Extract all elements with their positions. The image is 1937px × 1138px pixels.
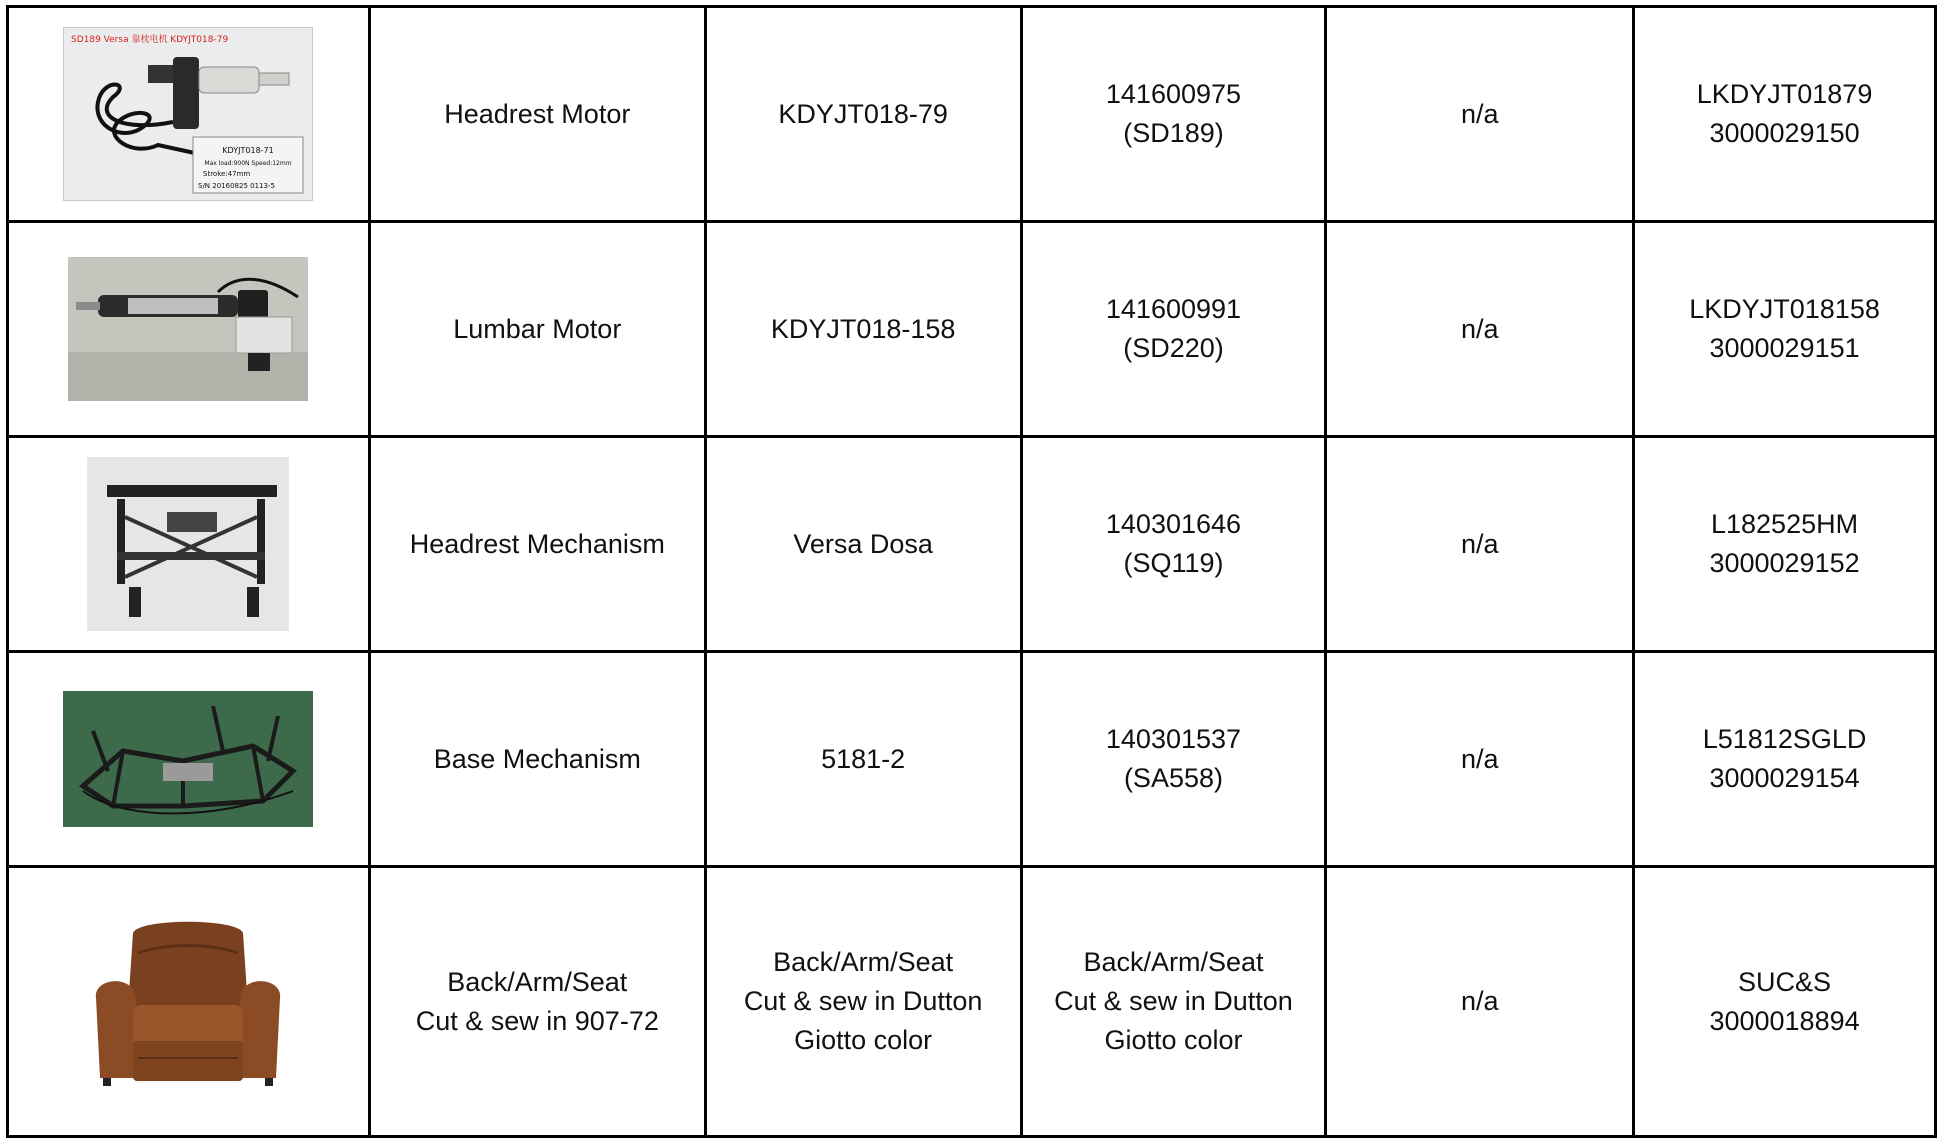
ref-cell (1634, 652, 1936, 867)
status-value: n/a (1460, 743, 1499, 774)
code-line: Giotto color (1104, 1025, 1243, 1055)
model-line: Cut & sew in Dutton (743, 986, 983, 1016)
part-cell (369, 652, 705, 867)
ref-cell (1634, 222, 1936, 437)
leather-recliner-photo-icon (88, 913, 288, 1091)
status-cell (1326, 222, 1634, 437)
model-cell (705, 437, 1021, 652)
ref-number: 3000029150 (1709, 118, 1860, 148)
code-suffix: (SA558) (1123, 763, 1223, 793)
ref-code: LKDYJT018158 (1689, 294, 1880, 324)
status-value: n/a (1460, 98, 1499, 129)
table-row (8, 222, 1936, 437)
part-name: Headrest Motor (444, 98, 631, 129)
code-cell (1021, 7, 1326, 222)
base-mechanism-photo-icon (63, 691, 313, 827)
ref-cell (1634, 437, 1936, 652)
headrest-mechanism-photo-icon (87, 457, 289, 631)
label-sn: S/N 20160825 0113-5 (198, 182, 276, 190)
part-name: Lumbar Motor (453, 313, 622, 344)
code-number: 141600975 (1105, 79, 1242, 109)
model-line: Back/Arm/Seat (773, 947, 954, 977)
part-cell (369, 867, 705, 1137)
label-model: KDYJT018-71 (222, 146, 275, 155)
image-caption: SD189 Versa 靠枕电机 KDYJT018-79 (71, 35, 229, 45)
ref-code: LKDYJT01879 (1696, 79, 1873, 109)
model-cell (705, 652, 1021, 867)
status-cell (1326, 437, 1634, 652)
code-cell (1021, 437, 1326, 652)
table-row (8, 437, 1936, 652)
model-cell (705, 7, 1021, 222)
model-number: Versa Dosa (793, 528, 933, 559)
code-cell (1021, 867, 1326, 1137)
model-number: KDYJT018-158 (770, 313, 956, 344)
status-cell (1326, 652, 1634, 867)
table-row (8, 7, 1936, 222)
status-value: n/a (1460, 313, 1499, 344)
photo-cell (8, 437, 370, 652)
model-cell (705, 222, 1021, 437)
label-stroke: Stroke:47mm (203, 170, 251, 178)
parts-table (6, 5, 1937, 1138)
code-number: 141600991 (1105, 294, 1242, 324)
ref-cell (1634, 7, 1936, 222)
code-suffix: (SD189) (1123, 118, 1224, 148)
photo-cell (8, 7, 370, 222)
part-detail: Cut & sew in 907-72 (415, 1005, 659, 1036)
photo-cell (8, 867, 370, 1137)
photo-cell (8, 652, 370, 867)
label-spec: Max load:900N Speed:12mm (204, 160, 293, 167)
ref-code: L51812SGLD (1702, 724, 1867, 754)
status-value: n/a (1460, 528, 1499, 559)
code-suffix: (SQ119) (1123, 548, 1224, 578)
part-name: Back/Arm/Seat (447, 966, 628, 997)
photo-cell (8, 222, 370, 437)
lumbar-actuator-photo-icon (68, 257, 308, 401)
status-value: n/a (1460, 986, 1499, 1016)
ref-number: 3000029154 (1709, 763, 1860, 793)
table-row (8, 652, 1936, 867)
ref-code: SUC&S (1738, 966, 1832, 997)
model-line: Giotto color (794, 1025, 933, 1055)
linear-actuator-photo-icon (63, 27, 313, 201)
part-name: Headrest Mechanism (409, 528, 665, 559)
model-number: 5181-2 (821, 743, 906, 774)
ref-number: 3000018894 (1709, 1005, 1860, 1036)
ref-cell (1634, 867, 1936, 1137)
code-line: Cut & sew in Dutton (1054, 986, 1293, 1016)
ref-number: 3000029152 (1709, 548, 1860, 578)
part-cell (369, 437, 705, 652)
code-suffix: (SD220) (1123, 333, 1224, 363)
code-line: Back/Arm/Seat (1083, 947, 1264, 977)
ref-number: 3000029151 (1709, 333, 1860, 363)
ref-code: L182525HM (1710, 509, 1859, 539)
table-row (8, 867, 1936, 1137)
part-name: Base Mechanism (433, 743, 641, 774)
code-cell (1021, 222, 1326, 437)
code-number: 140301646 (1105, 509, 1242, 539)
status-cell (1326, 7, 1634, 222)
code-number: 140301537 (1105, 724, 1242, 754)
status-cell (1326, 867, 1634, 1137)
part-cell (369, 222, 705, 437)
model-cell (705, 867, 1021, 1137)
code-cell (1021, 652, 1326, 867)
part-cell (369, 7, 705, 222)
model-number: KDYJT018-79 (778, 98, 948, 129)
